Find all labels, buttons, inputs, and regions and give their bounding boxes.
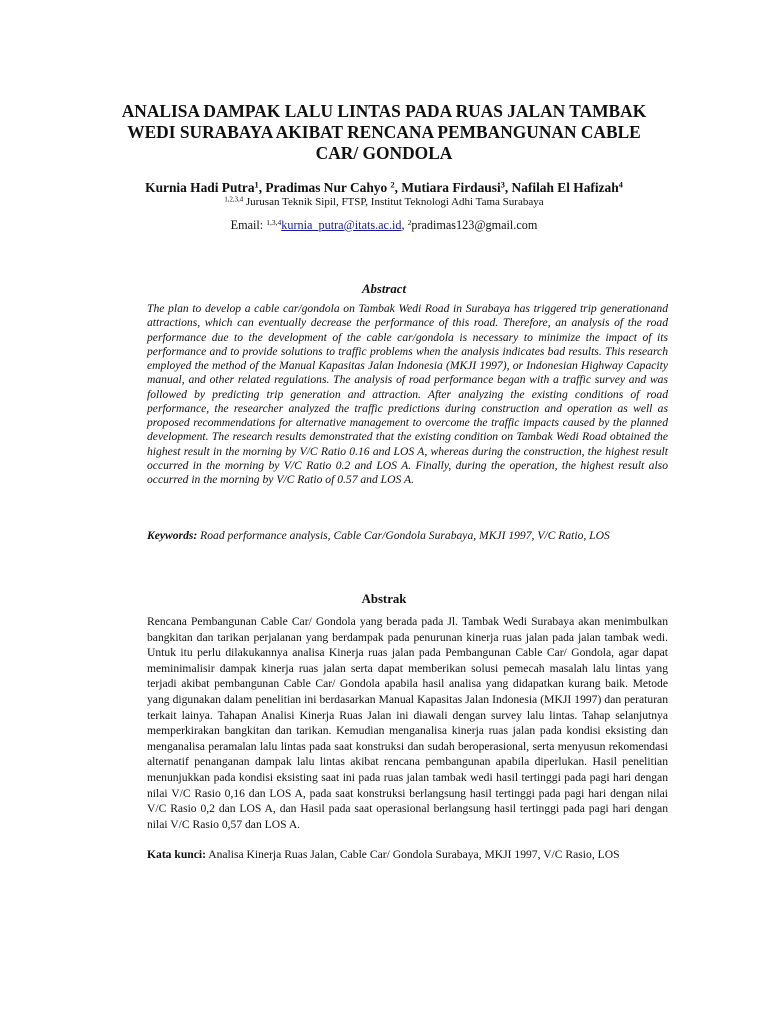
email-sup-2: 2 [407, 217, 412, 227]
affiliation-text: Jurusan Teknik Sipil, FTSP, Institut Teknologi Adhi Tama Surabaya [245, 196, 544, 208]
author-sup: 1 [254, 180, 259, 190]
email-sup-1: 1,3,4 [266, 217, 282, 227]
abstrak-heading: Abstrak [361, 592, 407, 606]
keywords-text: Road performance analysis, Cable Car/Gondola Surabaya, MKJI 1997, V/C Ratio, LOS [200, 529, 610, 542]
author-sup: 3 [500, 180, 505, 190]
author-name: Kurnia Hadi Putra [145, 180, 255, 195]
author-sup: 2 [390, 180, 395, 190]
author-sup: 4 [618, 180, 623, 190]
paper-title [100, 101, 668, 164]
email-link-1[interactable]: kurnia_putra@itats.ac.id [281, 218, 402, 232]
title-line-3: CAR/ GONDOLA [315, 143, 453, 163]
title-line-2: WEDI SURABAYA AKIBAT RENCANA PEMBANGUNAN CABLE [127, 122, 641, 142]
affiliation [60, 196, 708, 208]
abstract-body: The plan to develop a cable car/gondola on Tambak Wedi Road in Surabaya has triggered trip generationand attractions, which can eventually decrease the performance of this road. Therefore, an analysis of the road performance due to the development of the cable car/gondola is necessary to minimize the impact of its performance and to provide solutions to traffic problems when the analysis indicates bad results. This research employed the method of the Manual Kapasitas Jalan Indonesia (MKJI 1997), or Indonesian Highway Capacity manual, and other related regulations. The analysis of road performance began with a traffic survey and was followed by predicting trip generation and attraction. After analyzing the existing conditions of road performance, the researcher analyzed the traffic predictions during construction and operation as well as proposed recommendations for alternative management to overcome the traffic impacts caused by the planned development. The research results demonstrated that the existing condition on Tambak Wedi Road obtained the highest result in the morning by V/C Ratio 0.16 and LOS A, whereas during the construction, the highest result occurred in the morning by V/C Ratio 0.2 and LOS A. Finally, during the operation, the highest result also occurred in the morning by V/C Ratio of 0.57 and LOS A. [147, 302, 668, 486]
author-name: Pradimas Nur Cahyo [265, 180, 388, 195]
email-separator: , [401, 218, 405, 232]
abstrak-body: Rencana Pembangunan Cable Car/ Gondola yang berada pada Jl. Tambak Wedi Surabaya akan menimbulkan bangkitan dan tarikan perjalanan yang berdampak pada penurunan kinerja ruas jalan pada jalan tambak wedi. Untuk itu perlu dilakukannya analisa Kinerja ruas jalan pada Pembangunan Cable Car/ Gondola, agar dapat meminimalisir dampak kinerja ruas jalan serta dapat memberikan solusi pemecah masalah lalu lintas yang terjadi akibat pembangunan Cable Car/ Gondola apabila hasil analisa yang didapatkan kurang baik. Metode yang digunakan dalam penelitian ini berdasarkan Manual Kapasitas Jalan Indonesia (MKJI 1997) dan peraturan terkait lainya. Tahapan Analisi Kinerja Ruas Jalan ini diawali dengan survey lalu lintas. Tahap selanjutnya memperkirakan bangkitan dan tarikan. Kemudian menganalisa kinerja ruas jalan pada kondisi eksisting dan menganalisa peramalan lalu lintas pada saat konstruksi dan sudah beroperasional, serta menyusun rekomendasi alternatif penanganan dampak lalu lintas akibat rencana pembangunan apabila diperlukan. Hasil penelitian menunjukkan pada kondisi eksisting saat ini pada ruas jalan tambak wedi hasil tertinggi pada pagi hari dengan nilai V/C Rasio 0,16 dan LOS A, pada saat konstruksi berlangsung hasil tertinggi pada pagi hari dengan nilai V/C Rasio 0,2 dan LOS A, dan Hasil pada saat operasional berlangsung hasil tertinggi pada pagi hari dengan nilai V/C Rasio 0,57 dan LOS A. [147, 615, 668, 831]
affiliation-sup: 1,2,3,4 [224, 196, 244, 204]
kata-kunci-label: Kata kunci: [147, 848, 206, 861]
author-list: Kurnia Hadi Putra$^1$, Pradimas Nur Cahyo $^2$, Mutiara Firdausi$^3$, Nafilah El Hafizah$^4$ [145, 180, 623, 195]
kata-kunci-text: Analisa Kinerja Ruas Jalan, Cable Car/ Gondola Surabaya, MKJI 1997, V/C Rasio, LOS [208, 848, 620, 861]
email-address-2: pradimas123@gmail.com [411, 218, 538, 232]
kata-kunci-line [147, 848, 687, 861]
author-name: Nafilah El Hafizah [511, 180, 619, 195]
keywords-line [147, 529, 687, 542]
title-line-1: ANALISA DAMPAK LALU LINTAS PADA RUAS JALAN TAMBAK [121, 101, 647, 121]
keywords-label: Keywords: [147, 529, 198, 542]
author-name: Mutiara Firdausi [401, 180, 501, 195]
abstract-heading: Abstract [361, 282, 407, 296]
email-label: Email: [230, 218, 264, 232]
email-line [60, 218, 708, 233]
